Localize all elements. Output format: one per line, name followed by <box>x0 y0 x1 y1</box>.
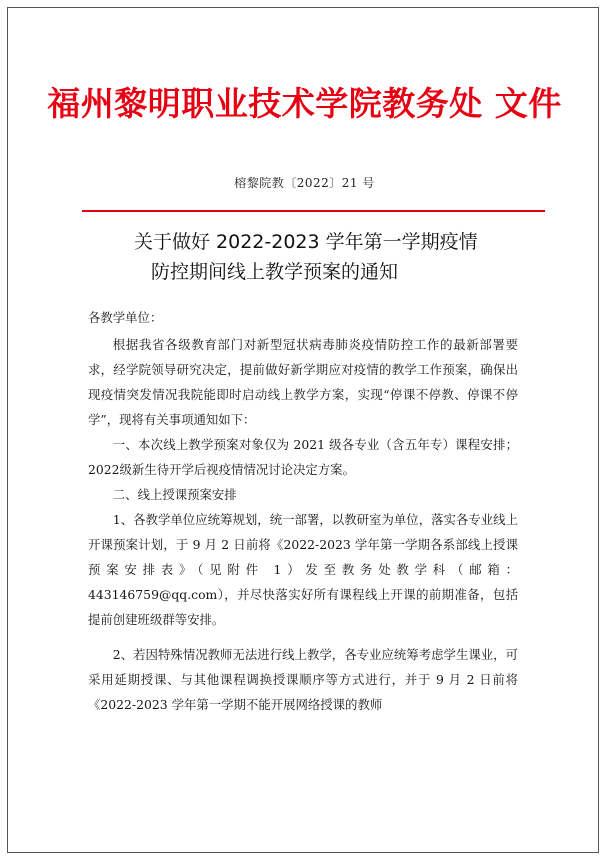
salutation: 各教学单位： <box>88 310 163 325</box>
document-number: 榕黎院教〔2022〕21 号 <box>234 176 375 190</box>
notice-title <box>120 227 560 287</box>
document-header-title: 福州黎明职业技术学院教务处 文件 <box>47 84 562 123</box>
notice-title-line-1: 关于做好 2022-2023 学年第一学期疫情 <box>134 231 478 253</box>
notice-title-line-2: 防控期间线上教学预案的通知 <box>151 261 399 283</box>
document-body <box>88 305 518 717</box>
body-paragraph-section-2-heading: 二、线上授课预案安排 <box>112 487 237 502</box>
body-paragraph-intro: 根据我省各级教育部门对新型冠状病毒肺炎疫情防控工作的最新部署要求，经学院领导研究决定，提前做好新学期应对疫情的教学工作预案，确保出现疫情突发情况我院能即时启动线上教学方案，实现“停课不停教、停课不停学”，现将有关事项通知如下： <box>88 337 518 427</box>
header-red-rule <box>82 210 545 212</box>
body-paragraph-item-2-2: 2、若因特殊情况教师无法进行线上教学，各专业应统筹考虑学生课业，可采用延期授课、与其他课程调换授课顺序等方式进行，并于 9 月 2 日前将《2022-2023 学年第一学期不能开展网络授课的教师 <box>88 647 518 712</box>
body-paragraph-item-2-1: 1、各教学单位应统筹规划，统一部署，以教研室为单位，落实各专业线上开课预案计划，于 9 月 2 日前将《2022-2023 学年第一学期各系部线上授课预案安排表》（见附件 1）发至教务处教学科（邮箱：443146759@qq.com），并尽快落实好所有课程线上开课的前期准备，包括提前创建班级群等安排。 <box>88 512 518 627</box>
body-paragraph-item-1: 一、本次线上教学预案对象仅为 2021 级各专业（含五年专）课程安排；2022级新生待开学后视疫情情况讨论决定方案。 <box>88 437 518 477</box>
